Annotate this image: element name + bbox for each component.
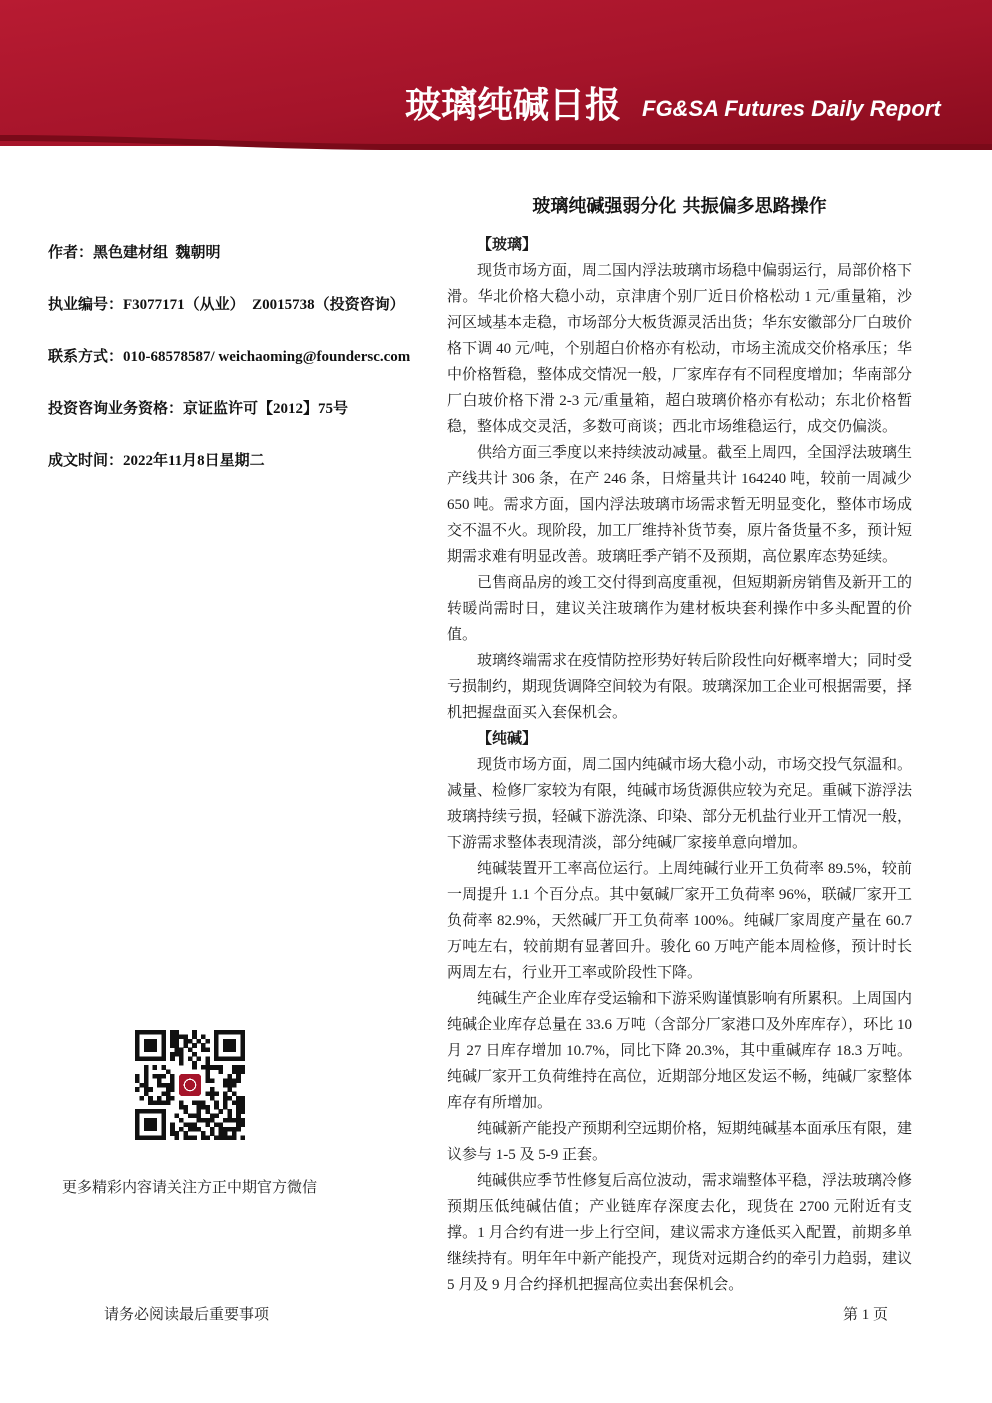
soda-ash-paragraph: 纯碱新产能投产预期利空远期价格，短期纯碱基本面承压有限，建议参与 1-5 及 5-9 正套。 [447, 1121, 913, 1163]
report-series-title-cn: 玻璃纯碱日报 [405, 85, 622, 126]
qr-finder-pattern [135, 1030, 166, 1061]
license-number-line: 执业编号：F3077171（从业） Z0015738（投资咨询） [48, 297, 405, 313]
qr-caption: 更多精彩内容请关注方正中期官方微信 [62, 1180, 318, 1196]
soda-ash-paragraph: 纯碱供应季节性修复后高位波动，需求端整体平稳，浮法玻璃冷修预期压低纯碱估值；产业链库存深度去化，现货在 2700 元附近有支撑。1 月合约有进一步上行空间，建议需求方逢低买入配置，前期多单继续持有。明年年中新产能投产，现货对远期合约的牵引力趋弱，建议 5 月及 9 月合约择机把握高位卖出套保机会。 [447, 1173, 913, 1293]
qualification-line: 投资咨询业务资格：京证监许可【2012】75号 [48, 401, 349, 417]
qr-finder-pattern [135, 1109, 166, 1140]
page-number: 第 1 页 [843, 1307, 889, 1323]
glass-paragraph: 供给方面三季度以来持续波动减量。截至上周四，全国浮法玻璃生产线共计 306 条，在产 246 条，日熔量共计 164240 吨，较前一周减少 650 吨。需求方面，国内浮法玻璃市场需求暂无明显变化，整体市场成交不温不火。现阶段，加工厂维持补货节奏，原片备货量不多，预计短期需求难有明显改善。玻璃旺季产销不及预期，高位累库态势延续。 [447, 445, 913, 565]
qr-center-logo [175, 1070, 206, 1101]
header-banner-graphic [0, 0, 992, 152]
report-series-title-en: FG&SA Futures Daily Report [642, 96, 941, 121]
qr-finder-pattern [214, 1030, 245, 1061]
soda-ash-paragraph: 纯碱生产企业库存受运输和下游采购谨慎影响有所累积。上周国内纯碱企业库存总量在 33.6 万吨（含部分厂家港口及外库库存），环比 10 月 27 日库存增加 10.7%，同比下降 20.3%，其中重碱库存 18.3 万吨。纯碱厂家开工负荷维持在高位，近期部分地区发运不畅，纯碱厂家整体库存有所增加。 [447, 991, 913, 1111]
footer-disclaimer-notice: 请务必阅读最后重要事项 [104, 1307, 270, 1323]
soda-ash-paragraph: 纯碱装置开工率高位运行。上周纯碱行业开工负荷率 89.5%，较前一周提升 1.1 个百分点。其中氨碱厂家开工负荷率 96%，联碱厂家开工负荷率 82.9%，天然碱厂开工负荷率 100%。纯碱厂家周度产量在 60.7 万吨左右，较前期有显著回升。骏化 60 万吨产能本周检修，预计时长两周左右，行业开工率或阶段性下降。 [447, 861, 912, 981]
soda-ash-paragraph: 现货市场方面，周二国内纯碱市场大稳小动，市场交投气氛温和。减量、检修厂家较为有限，纯碱市场货源供应较为充足。重碱下游浮法玻璃持续亏损，轻碱下游洗涤、印染、部分无机盐行业开工情况一般，下游需求整体表现清淡，部分纯碱厂家接单意向增加。 [447, 757, 913, 851]
report-title: 玻璃纯碱强弱分化 共振偏多思路操作 [532, 196, 827, 217]
wechat-qr-code-icon [135, 1030, 245, 1140]
section-heading-glass: 【玻璃】 [477, 237, 538, 253]
qr-code-graphic [135, 1030, 245, 1140]
contact-line: 联系方式：010-68578587/ weichaoming@foundersc.com [48, 349, 411, 365]
section-heading-soda-ash: 【纯碱】 [477, 731, 538, 747]
author-line: 作者：黑色建材组 魏朝明 [48, 245, 221, 261]
glass-paragraph: 已售商品房的竣工交付得到高度重视，但短期新房销售及新开工的转暖尚需时日，建议关注玻璃作为建材板块套利操作中多头配置的价值。 [447, 575, 913, 643]
glass-paragraph: 现货市场方面，周二国内浮法玻璃市场稳中偏弱运行，局部价格下滑。华北价格大稳小动，京津唐个别厂近日价格松动 1 元/重量箱，沙河区域基本走稳，市场部分大板货源灵活出货；华东安徽部分厂白玻价格下调 40 元/吨，个别超白价格亦有松动，市场主流成交价格承压；华中价格暂稳，整体成交情况一般，厂家库存有不同程度增加；华南部分厂白玻价格下滑 2-3 元/重量箱，超白玻璃价格亦有松动；东北价格暂稳，整体成交灵活，多数可商谈；西北市场维稳运行，成交仍偏淡。 [447, 263, 913, 435]
publish-date-line: 成文时间：2022年11月8日星期二 [48, 453, 265, 469]
article-body [447, 232, 912, 1298]
header-banner [0, 0, 992, 152]
glass-paragraph: 玻璃终端需求在疫情防控形势好转后阶段性向好概率增大；同时受亏损制约，期现货调降空间较为有限。玻璃深加工企业可根据需要，择机把握盘面买入套保机会。 [447, 653, 913, 721]
